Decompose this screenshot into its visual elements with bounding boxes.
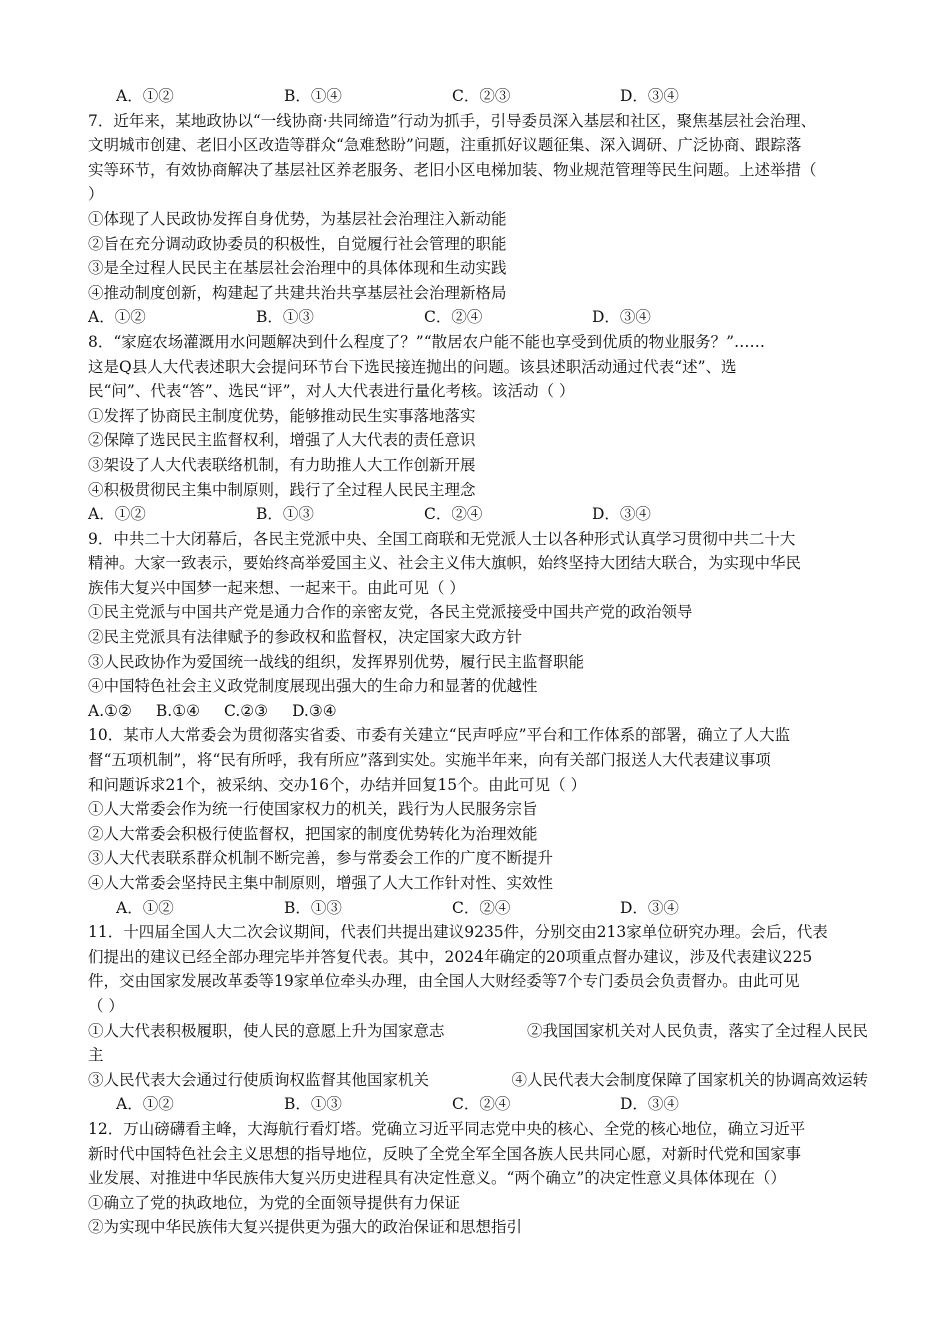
- q11-option-d: D．③④: [620, 1095, 679, 1114]
- q6-options: [88, 84, 868, 109]
- q7-statement: ②旨在充分调动政协委员的积极性，自觉履行社会管理的职能: [88, 234, 507, 253]
- q11-option-a: A．①②: [116, 1095, 174, 1114]
- q12-statement: ①确立了党的执政地位，为党的全面领导提供有力保证: [88, 1193, 461, 1212]
- q10-stem-line: 和问题诉求21个，被采纳、交办16个，办结并回复15个。由此可见（ ）: [88, 775, 587, 794]
- q7-stem-line: ）: [88, 185, 104, 204]
- q10-statement: ①人大常委会作为统一行使国家权力的机关，践行为人民服务宗旨: [88, 800, 538, 819]
- question-12: [88, 1117, 868, 1240]
- q10-statement: ②人大常委会积极行使监督权，把国家的制度优势转化为治理效能: [88, 824, 538, 843]
- q7-statement: ④推动制度创新，构建起了共建共治共享基层社会治理新格局: [88, 283, 507, 302]
- question-8: [88, 330, 868, 527]
- question-11: [88, 920, 868, 1117]
- q7-option-d: D．③④: [592, 308, 651, 327]
- q7-option-c: C．②④: [424, 308, 483, 327]
- q8-stem-line: 这是Q县人大代表述职大会提问环节台下选民接连抛出的问题。该县述职活动通过代表“述”、选: [88, 357, 737, 376]
- q8-statement: ④积极贯彻民主集中制原则，践行了全过程人民民主理念: [88, 480, 476, 499]
- q12-statement: ②为实现中华民族伟大复兴提供更为强大的政治保证和思想指引: [88, 1218, 523, 1237]
- q7-options: [88, 305, 868, 330]
- q8-options: [88, 502, 868, 527]
- q11-option-b: B．①③: [284, 1095, 342, 1114]
- q10-statement: ③人大代表联系群众机制不断完善，参与常委会工作的广度不断提升: [88, 849, 554, 868]
- q10-option-b: B．①③: [284, 898, 342, 917]
- q10-option-c: C．②④: [452, 898, 511, 917]
- q11-stem-line: 们提出的建议已经全部办理完毕并答复代表。其中，2024年确定的20项重点督办建议，涉及代表建议225: [88, 947, 813, 966]
- q7-option-a: A．①②: [88, 308, 146, 327]
- q10-option-d: D．③④: [620, 898, 679, 917]
- q10-stem-line: 督“五项机制”，将“民有所呼，我有所应”落到实处。实施半年来，向有关部门报送人大代表建议事项: [88, 751, 771, 770]
- q12-stem-line: 新时代中国特色社会主义思想的指导地位，反映了全党全军全国各族人民共同心愿，对新时代党和国家事: [88, 1144, 802, 1163]
- q7-stem-line: 7．近年来，某地政协以“一线协商·共同缔造”行动为抓手，引导委员深入基层和社区，聚焦基层社会治理、: [88, 111, 817, 130]
- q11-statement-1: ①人大代表积极履职，使人民的意愿上升为国家意志: [88, 1021, 445, 1040]
- q11-options: [88, 1092, 868, 1117]
- q8-statement: ①发挥了协商民主制度优势，能够推动民生实事落地落实: [88, 406, 476, 425]
- q11-stem-line: 件，交由国家发展改革委等19家单位牵头办理，由全国人大财经委等7个专门委员会负责督办。由此可见: [88, 972, 800, 991]
- q7-stem-line: 实等环节，有效协商解决了基层社区养老服务、老旧小区电梯加装、物业规范管理等民生问题。上述举措（: [88, 160, 817, 179]
- q6-option-a: A．①②: [116, 87, 174, 105]
- q11-stem-line: （ ）: [88, 996, 124, 1015]
- q8-option-b: B．①③: [256, 505, 314, 524]
- q9-option-d: D.③④: [292, 701, 337, 720]
- q8-statement: ③架设了人大代表联络机制，有力助推人大工作创新开展: [88, 455, 476, 474]
- q11-stem-line: 11．十四届全国人大二次会议期间，代表们共提出建议9235件，分别交由213家单位研究办理。会后，代表: [88, 923, 828, 942]
- question-9: [88, 527, 868, 724]
- q11-statement-row: [88, 1068, 868, 1093]
- q11-statement-row: [88, 1019, 868, 1044]
- q8-stem-line: 民“问”、代表“答”、选民“评”，对人大代表进行量化考核。该活动（ ）: [88, 382, 575, 401]
- q9-stem-line: 9．中共二十大闭幕后，各民主党派中央、全国工商联和无党派人士以各种形式认真学习贯彻中共二十大: [88, 529, 796, 548]
- exam-page: [88, 84, 868, 1240]
- q8-option-c: C．②④: [424, 505, 483, 524]
- q9-option-c: C.②③: [224, 701, 269, 720]
- q11-statement-3: ③人民代表大会通过行使质询权监督其他国家机关: [88, 1070, 430, 1089]
- q9-stem-line: 精神。大家一致表示，要始终高举爱国主义、社会主义伟大旗帜，始终坚持大团结大联合，为实现中华民: [88, 554, 802, 573]
- q9-options: [88, 699, 868, 724]
- q11-option-c: C．②④: [452, 1095, 511, 1114]
- q10-option-a: A．①②: [116, 898, 174, 917]
- q10-stem-line: 10．某市人大常委会为贯彻落实省委、市委有关建立“民声呼应”平台和工作体系的部署，确立了人大监: [88, 726, 791, 745]
- question-10: [88, 723, 868, 920]
- q12-stem-line: 业发展、对推进中华民族伟大复兴历史进程具有决定性意义。“两个确立”的决定性意义具体体现在（）: [88, 1169, 786, 1188]
- q10-statement: ④人大常委会坚持民主集中制原则，增强了人大工作针对性、实效性: [88, 874, 554, 892]
- question-7: [88, 109, 868, 330]
- q9-statement: ①民主党派与中国共产党是通力合作的亲密友党，各民主党派接受中国共产党的政治领导: [88, 603, 693, 622]
- q9-option-a: A.①②: [88, 701, 132, 720]
- q6-option-c: C．②③: [452, 87, 511, 105]
- q12-stem-line: 12．万山磅礴看主峰，大海航行看灯塔。党确立习近平同志党中央的核心、全党的核心地位，确立习近平: [88, 1119, 806, 1138]
- q6-option-b: B．①④: [284, 87, 342, 105]
- q9-option-b: B.①④: [155, 701, 201, 720]
- q9-statement: ③人民政协作为爱国统一战线的组织，发挥界别优势，履行民主监督职能: [88, 652, 585, 671]
- q9-statement: ②民主党派具有法律赋予的参政权和监督权，决定国家大政方针: [88, 628, 523, 647]
- q7-stem-line: 文明城市创建、老旧小区改造等群众“急难愁盼”问题，注重抓好议题征集、深入调研、广泛协商、跟踪落: [88, 136, 802, 155]
- q11-statement-4: ④人民代表大会制度保障了国家机关的协调高效运转: [511, 1070, 868, 1089]
- q10-options: [88, 896, 868, 921]
- q11-statement-2-cont: 主: [88, 1046, 104, 1065]
- q7-statement: ③是全过程人民民主在基层社会治理中的具体体现和生动实践: [88, 259, 507, 278]
- q7-statement: ①体现了人民政协发挥自身优势，为基层社会治理注入新动能: [88, 209, 507, 228]
- q6-option-d: D．③④: [620, 87, 679, 105]
- q8-option-d: D．③④: [592, 505, 651, 524]
- q7-option-b: B．①③: [256, 308, 314, 327]
- q9-stem-line: 族伟大复兴中国梦一起来想、一起来干。由此可见（ ）: [88, 578, 465, 597]
- q8-stem-line: 8．“家庭农场灌溉用水问题解决到什么程度了？”“散居农户能不能也享受到优质的物业服务？”……: [88, 332, 766, 351]
- q8-option-a: A．①②: [88, 505, 146, 524]
- q11-statement-2: ②我国国家机关对人民负责，落实了全过程人民民: [526, 1021, 868, 1040]
- q8-statement: ②保障了选民民主监督权利，增强了人大代表的责任意识: [88, 431, 476, 450]
- q9-statement: ④中国特色社会主义政党制度展现出强大的生命力和显著的优越性: [88, 677, 538, 696]
